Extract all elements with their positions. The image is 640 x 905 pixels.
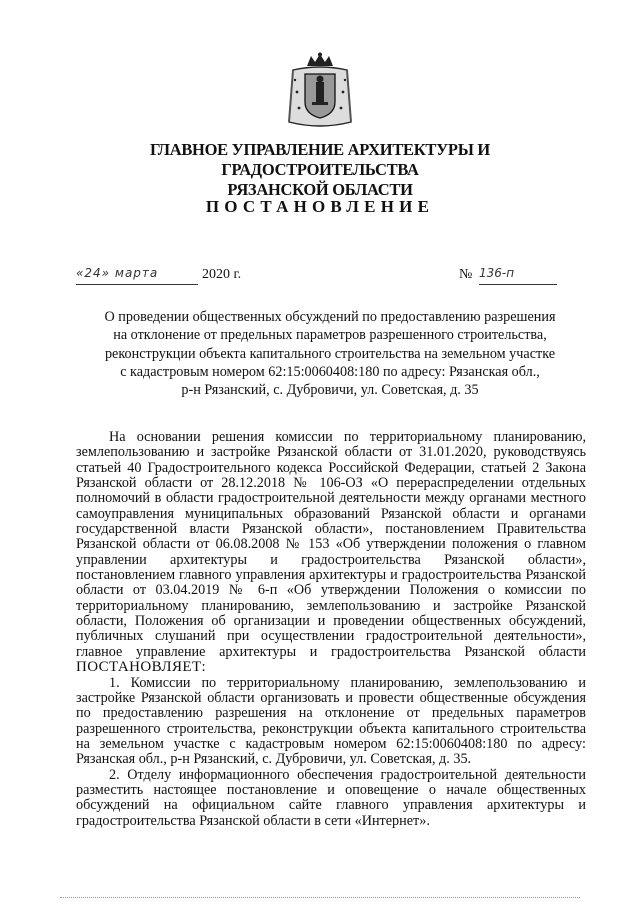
coat-of-arms-icon	[285, 52, 355, 130]
document-type-title: ПОСТАНОВЛЕНИЕ	[205, 197, 435, 216]
page-bottom-edge	[60, 897, 580, 898]
subject-line-1: О проведении общественных обсуждений по предоставлению разрешения	[104, 309, 556, 325]
decree-word: ПОСТАНОВЛЯЕТ:	[76, 659, 207, 676]
organization-name	[60, 140, 580, 200]
year-label: 2020 г.	[202, 267, 242, 282]
handwritten-date: «24» марта	[76, 266, 198, 285]
number-sign: №	[459, 267, 473, 282]
preamble-paragraph: На основании решения комиссии по территориальному планированию, землепользованию и застройке Рязанской области от 31.01.2020, руководствуясь статьей 40 Градостроительного кодекса Российской Федерации, статьей 2 Закона Рязанской области от 28.12.2018 № 106-ОЗ «О перераспределении отдельных полномочий в области градостроительной деятельности между органами местного самоуправления муниципальных образований Рязанской области и органами государственной власти Рязанской области», постановлением Правительства Рязанской области от 06.08.2008 № 153 «Об утверждении положения о главном управлении архитектуры и градостроительства Рязанской области», постановлением главного управления архитектуры и градостроительства Рязанской области от 03.04.2019 № 6-п «Об утверждении Положения о комиссии по территориальному планированию, землепользованию и застройке Рязанской области, Положения об организации и проведении общественных обсуждений, публичных слушаний при осуществлении градостроительной деятельности», главное управление архитектуры и градостроительства Рязанской области	[76, 429, 586, 660]
item-2-paragraph: 2. Отделу информационного обеспечения градостроительной деятельности разместить настоящее постановление и оповещение о начале общественных обсуждений на официальном сайте главного управления архитектуры и градостроительства Рязанской области в сети «Интернет».	[76, 766, 586, 829]
document-subject	[80, 308, 580, 399]
subject-line-5: р-н Рязанский, с. Дубровичи, ул. Советская, д. 35	[181, 382, 479, 399]
subject-line-3: реконструкции объекта капитального строительства на земельном участке	[104, 345, 556, 362]
subject-line-4: с кадастровым номером 62:15:0060408:180 по адресу: Рязанская обл.,	[120, 363, 540, 380]
date-number-row	[76, 264, 576, 290]
item-1-paragraph: 1. Комиссии по территориальному планированию, землепользованию и застройке Рязанской области организовать и провести общественные обсуждения по предоставлению разрешения на отклонение от предельных параметров разрешенного строительства, реконструкции объекта капитального строительства на земельном участке с кадастровым номером 62:15:0060408:180 по адресу: Рязанская обл., р-н Рязанский, с. Дубровичи, ул. Советская, д. 35.	[76, 674, 586, 768]
subject-line-2: на отклонение от предельных параметров разрешенного строительства,	[113, 327, 547, 344]
org-line-2: РЯЗАНСКОЙ ОБЛАСТИ	[227, 180, 413, 199]
document-body	[76, 430, 586, 829]
handwritten-number: 136-п	[479, 266, 557, 285]
org-line-1: ГЛАВНОЕ УПРАВЛЕНИЕ АРХИТЕКТУРЫ И ГРАДОСТРОИТЕЛЬСТВА	[150, 140, 490, 179]
